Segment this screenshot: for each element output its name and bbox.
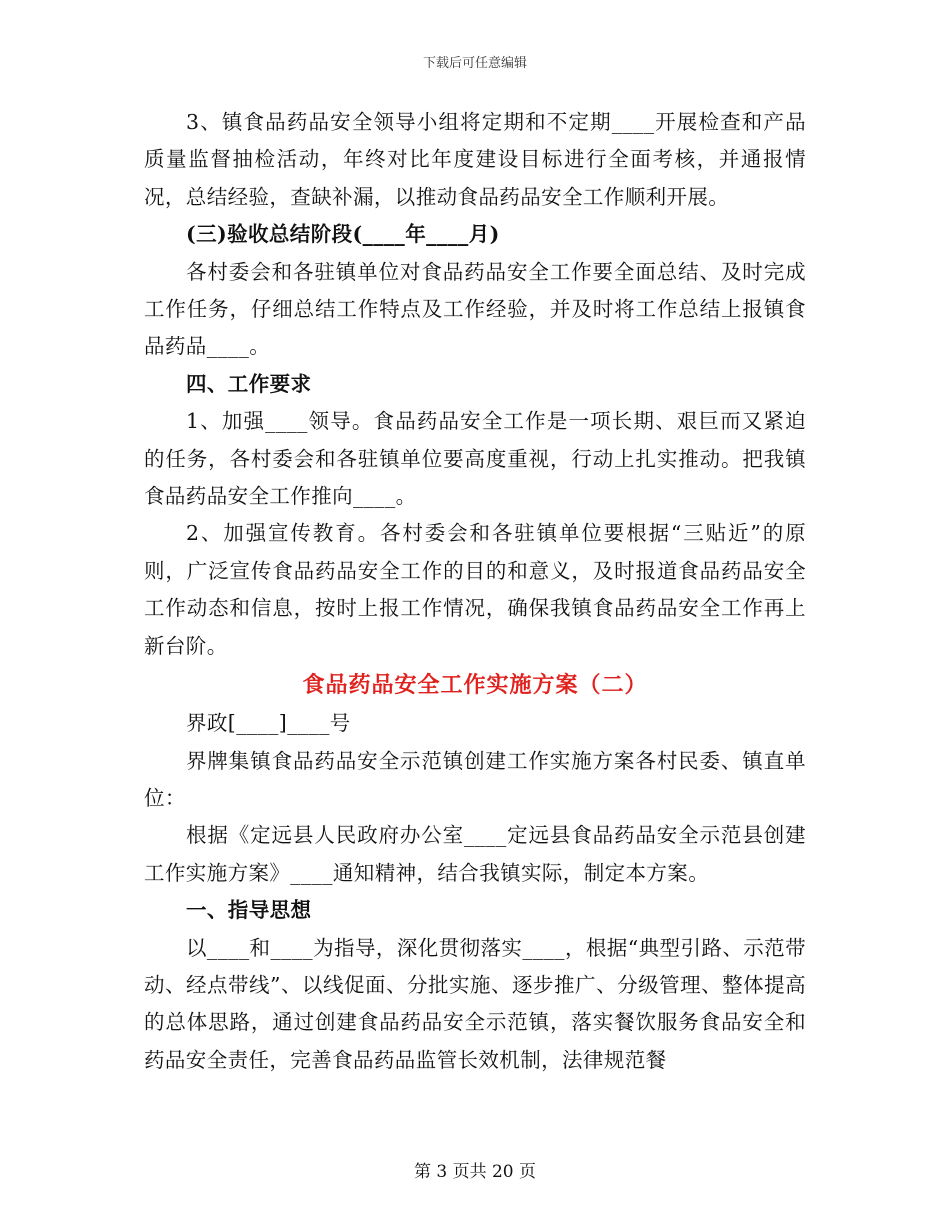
paragraph-inspection: 3、镇食品药品安全领导小组将定期和不定期____开展检查和产品质量监督抽检活动，年终对比年度建设目标进行全面考核，并通报情况，总结经验，查缺补漏，以推动食品药品安全工作顺利开展。 [144, 110, 806, 209]
paragraph-basis: 根据《定远县人民政府办公室____定远县食品药品安全示范县创建工作实施方案》____通知精神，结合我镇实际，制定本方案。 [144, 823, 806, 885]
heading-acceptance-stage: (三)验收总结阶段(____年____月) [186, 222, 500, 247]
paragraph-publicity: 2、加强宣传教育。各村委会和各驻镇单位要根据“三贴近”的原则，广泛宣传食品药品安全工作的目的和意义，及时报道食品药品安全工作动态和信息，按时上报工作情况，确保我镇食品药品安全工作再上新台阶。 [144, 521, 806, 658]
page-number: 第 3 页共 20 页 [413, 1162, 537, 1182]
heading-work-requirements: 四、工作要求 [186, 371, 312, 396]
paragraph-guiding-ideology: 以____和____为指导，深化贯彻落实____，根据“典型引路、示范带动、经点带线”、以线促面、分批实施、逐步推广、分级管理、整体提高的总体思路，通过创建食品药品安全示范镇，落实餐饮服务食品安全和药品安全责任，完善食品药品监管长效机制，法律规范餐 [144, 935, 806, 1072]
document-body [144, 104, 806, 1079]
heading-guiding-ideology: 一、指导思想 [186, 898, 312, 923]
paragraph-strengthen-leadership: 1、加强____领导。食品药品安全工作是一项长期、艰巨而又紧迫的任务，各村委会和各驻镇单位要高度重视，行动上扎实推动。把我镇食品药品安全工作推向____。 [144, 409, 806, 509]
paragraph-addressee: 界牌集镇食品药品安全示范镇创建工作实施方案各村民委、镇直单位： [144, 748, 806, 810]
page-header-note: 下载后可任意编辑 [422, 56, 527, 71]
section-title: 食品药品安全工作实施方案（二） [302, 672, 648, 699]
document-number: 界政[____]____号 [186, 711, 351, 736]
paragraph-summary: 各村委会和各驻镇单位对食品药品安全工作要全面总结、及时完成工作任务，仔细总结工作特点及工作经验，并及时将工作总结上报镇食品药品____。 [144, 259, 806, 359]
